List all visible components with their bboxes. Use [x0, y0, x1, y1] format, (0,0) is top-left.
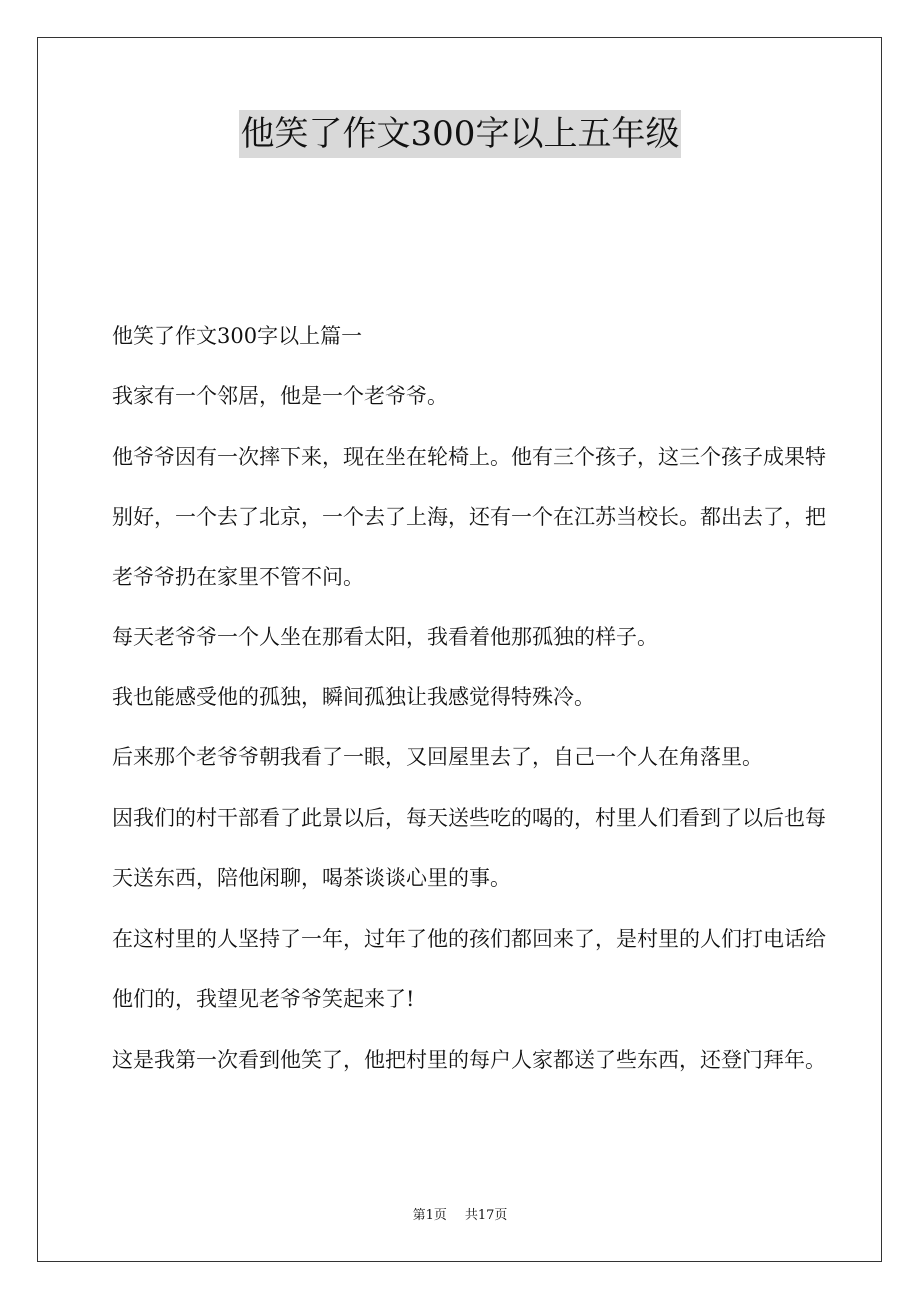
paragraph: 他爷爷因有一次摔下来，现在坐在轮椅上。他有三个孩子，这三个孩子成果特别好，一个去了北京，一个去了上海，还有一个在江苏当校长。都出去了，把老爷爷扔在家里不管不问。: [112, 445, 826, 589]
page-number: 第1页: [412, 1208, 447, 1223]
paragraph: 每天老爷爷一个人坐在那看太阳，我看着他那孤独的样子。: [112, 625, 658, 649]
document-title: 他笑了作文300字以上五年级: [239, 110, 682, 158]
paragraph: 我家有一个邻居，他是一个老爷爷。: [112, 384, 448, 408]
paragraph-heading: 他笑了作文300字以上篇一: [112, 324, 363, 348]
paragraph: 后来那个老爷爷朝我看了一眼，又回屋里去了，自己一个人在角落里。: [112, 745, 763, 769]
paragraph: 这是我第一次看到他笑了，他把村里的每户人家都送了些东西，还登门拜年。: [112, 1048, 826, 1072]
document-body: [112, 318, 834, 1102]
paragraph: 在这村里的人坚持了一年，过年了他的孩们都回来了，是村里的人们打电话给他们的，我望见老爷爷笑起来了!: [112, 927, 826, 1011]
paragraph: 因我们的村干部看了此景以后，每天送些吃的喝的，村里人们看到了以后也每天送东西，陪他闲聊，喝茶谈谈心里的事。: [112, 806, 826, 890]
page-footer: [0, 1207, 920, 1225]
title-area: [0, 110, 920, 158]
paragraph: 我也能感受他的孤独，瞬间孤独让我感觉得特殊冷。: [112, 685, 595, 709]
page-total: 共17页: [464, 1208, 508, 1223]
